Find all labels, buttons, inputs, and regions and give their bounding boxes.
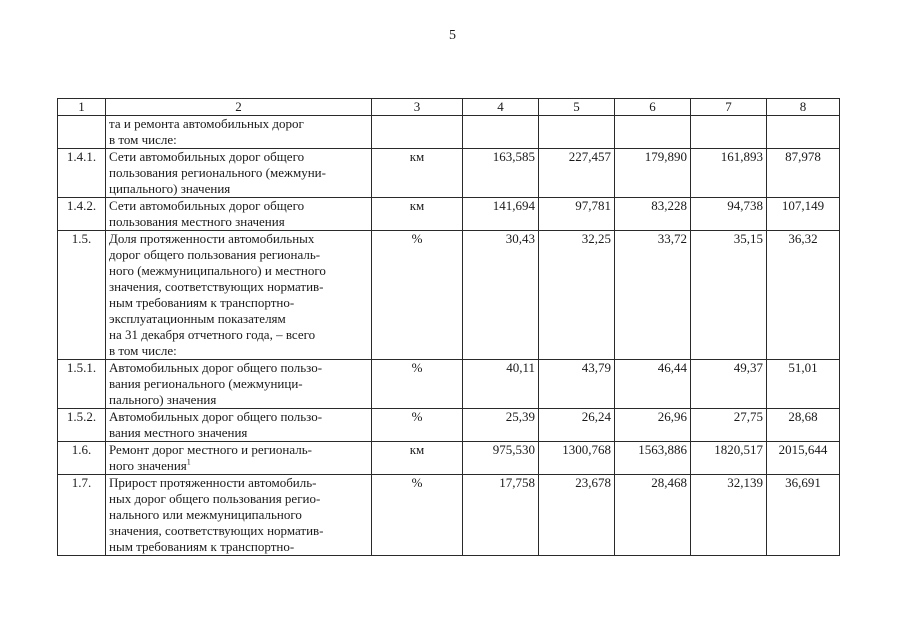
value-cell: 975,530 (463, 442, 539, 475)
table-row (58, 442, 840, 475)
value-cell: 17,758 (463, 475, 539, 556)
row-number-cell: 1.4.2. (58, 198, 106, 231)
description-line (109, 442, 368, 458)
table-row (58, 149, 840, 198)
value-cell: 36,32 (767, 231, 840, 360)
description-line (109, 295, 368, 311)
table-row (58, 198, 840, 231)
description-line (109, 392, 368, 408)
value-cell: 227,457 (539, 149, 615, 198)
table-row (58, 116, 840, 149)
description-line (109, 425, 368, 441)
unit-cell: % (372, 360, 463, 409)
description-text: на 31 декабря отчетного года, – всего (109, 327, 316, 342)
header-cell: 4 (463, 99, 539, 116)
header-cell: 2 (106, 99, 372, 116)
row-number-cell: 1.7. (58, 475, 106, 556)
value-cell: 1300,768 (539, 442, 615, 475)
value-cell: 1820,517 (691, 442, 767, 475)
value-cell: 94,738 (691, 198, 767, 231)
description-line (109, 327, 368, 343)
unit-cell: % (372, 409, 463, 442)
value-cell: 83,228 (615, 198, 691, 231)
description-text: ным требованиям к транспортно- (109, 295, 295, 310)
description-line (109, 343, 368, 359)
description-line (109, 458, 368, 474)
description-text: Сети автомобильных дорог общего (109, 149, 305, 164)
footnote-marker: 1 (186, 457, 191, 467)
description-text: значения, соответствующих норматив- (109, 279, 324, 294)
value-cell: 107,149 (767, 198, 840, 231)
value-cell: 141,694 (463, 198, 539, 231)
description-line (109, 247, 368, 263)
value-cell (767, 116, 840, 149)
description-line (109, 409, 368, 425)
description-line (109, 491, 368, 507)
description-text: дорог общего пользования региональ- (109, 247, 321, 262)
description-text: пального) значения (109, 392, 217, 407)
value-cell: 49,37 (691, 360, 767, 409)
value-cell: 28,468 (615, 475, 691, 556)
description-text: в том числе: (109, 132, 177, 147)
description-text: в том числе: (109, 343, 177, 358)
value-cell: 87,978 (767, 149, 840, 198)
header-cell: 5 (539, 99, 615, 116)
description-text: эксплуатационным показателям (109, 311, 286, 326)
description-line (109, 181, 368, 197)
value-cell (691, 116, 767, 149)
value-cell: 51,01 (767, 360, 840, 409)
description-line (109, 165, 368, 181)
table-row (58, 360, 840, 409)
header-cell: 7 (691, 99, 767, 116)
table-row (58, 409, 840, 442)
description-line (109, 539, 368, 555)
row-number-cell: 1.5.1. (58, 360, 106, 409)
description-text: ным требованиям к транспортно- (109, 539, 295, 554)
description-text: пользования регионального (межмуни- (109, 165, 326, 180)
value-cell: 26,24 (539, 409, 615, 442)
row-description-cell (106, 442, 372, 475)
indicator-table (57, 98, 840, 556)
description-text: значения, соответствующих норматив- (109, 523, 324, 538)
unit-cell: % (372, 231, 463, 360)
description-line (109, 149, 368, 165)
unit-cell: км (372, 149, 463, 198)
value-cell: 46,44 (615, 360, 691, 409)
value-cell (615, 116, 691, 149)
description-line (109, 198, 368, 214)
value-cell: 23,678 (539, 475, 615, 556)
value-cell: 161,893 (691, 149, 767, 198)
description-line (109, 263, 368, 279)
row-description-cell (106, 231, 372, 360)
header-cell: 8 (767, 99, 840, 116)
description-text: вания регионального (межмуници- (109, 376, 303, 391)
description-line (109, 231, 368, 247)
header-cell: 6 (615, 99, 691, 116)
description-text: ного (межмуниципального) и местного (109, 263, 326, 278)
value-cell: 25,39 (463, 409, 539, 442)
value-cell: 163,585 (463, 149, 539, 198)
table-header-row (58, 99, 840, 116)
row-description-cell (106, 360, 372, 409)
value-cell: 179,890 (615, 149, 691, 198)
description-text: Доля протяженности автомобильных (109, 231, 315, 246)
value-cell: 30,43 (463, 231, 539, 360)
value-cell: 33,72 (615, 231, 691, 360)
value-cell: 26,96 (615, 409, 691, 442)
description-text: ного значения (109, 458, 187, 473)
description-text: та и ремонта автомобильных дорог (109, 116, 304, 131)
table-row (58, 475, 840, 556)
page-number: 5 (449, 28, 456, 43)
description-text: Автомобильных дорог общего пользо- (109, 360, 323, 375)
value-cell: 36,691 (767, 475, 840, 556)
description-line (109, 507, 368, 523)
row-description-cell (106, 198, 372, 231)
description-text: ных дорог общего пользования регио- (109, 491, 321, 506)
description-line (109, 132, 368, 148)
row-description-cell (106, 475, 372, 556)
value-cell: 2015,644 (767, 442, 840, 475)
value-cell: 32,139 (691, 475, 767, 556)
description-line (109, 523, 368, 539)
description-text: вания местного значения (109, 425, 248, 440)
description-text: Сети автомобильных дорог общего (109, 198, 305, 213)
header-cell: 3 (372, 99, 463, 116)
description-line (109, 360, 368, 376)
row-description-cell (106, 149, 372, 198)
unit-cell: км (372, 198, 463, 231)
description-text: нального или межмуниципального (109, 507, 302, 522)
value-cell (463, 116, 539, 149)
description-line (109, 214, 368, 230)
value-cell: 40,11 (463, 360, 539, 409)
unit-cell (372, 116, 463, 149)
row-number-cell: 1.6. (58, 442, 106, 475)
row-number-cell: 1.5.2. (58, 409, 106, 442)
description-text: Автомобильных дорог общего пользо- (109, 409, 323, 424)
row-description-cell (106, 116, 372, 149)
value-cell: 97,781 (539, 198, 615, 231)
header-cell: 1 (58, 99, 106, 116)
value-cell: 43,79 (539, 360, 615, 409)
description-text: пользования местного значения (109, 214, 285, 229)
value-cell: 35,15 (691, 231, 767, 360)
row-number-cell (58, 116, 106, 149)
unit-cell: км (372, 442, 463, 475)
description-text: Прирост протяженности автомобиль- (109, 475, 317, 490)
description-line (109, 311, 368, 327)
value-cell (539, 116, 615, 149)
row-number-cell: 1.4.1. (58, 149, 106, 198)
description-line (109, 475, 368, 491)
description-line (109, 116, 368, 132)
value-cell: 1563,886 (615, 442, 691, 475)
row-number-cell: 1.5. (58, 231, 106, 360)
description-text: Ремонт дорог местного и региональ- (109, 442, 312, 457)
description-line (109, 376, 368, 392)
description-line (109, 279, 368, 295)
unit-cell: % (372, 475, 463, 556)
table-row (58, 231, 840, 360)
row-description-cell (106, 409, 372, 442)
value-cell: 28,68 (767, 409, 840, 442)
value-cell: 27,75 (691, 409, 767, 442)
description-text: ципального) значения (109, 181, 231, 196)
value-cell: 32,25 (539, 231, 615, 360)
